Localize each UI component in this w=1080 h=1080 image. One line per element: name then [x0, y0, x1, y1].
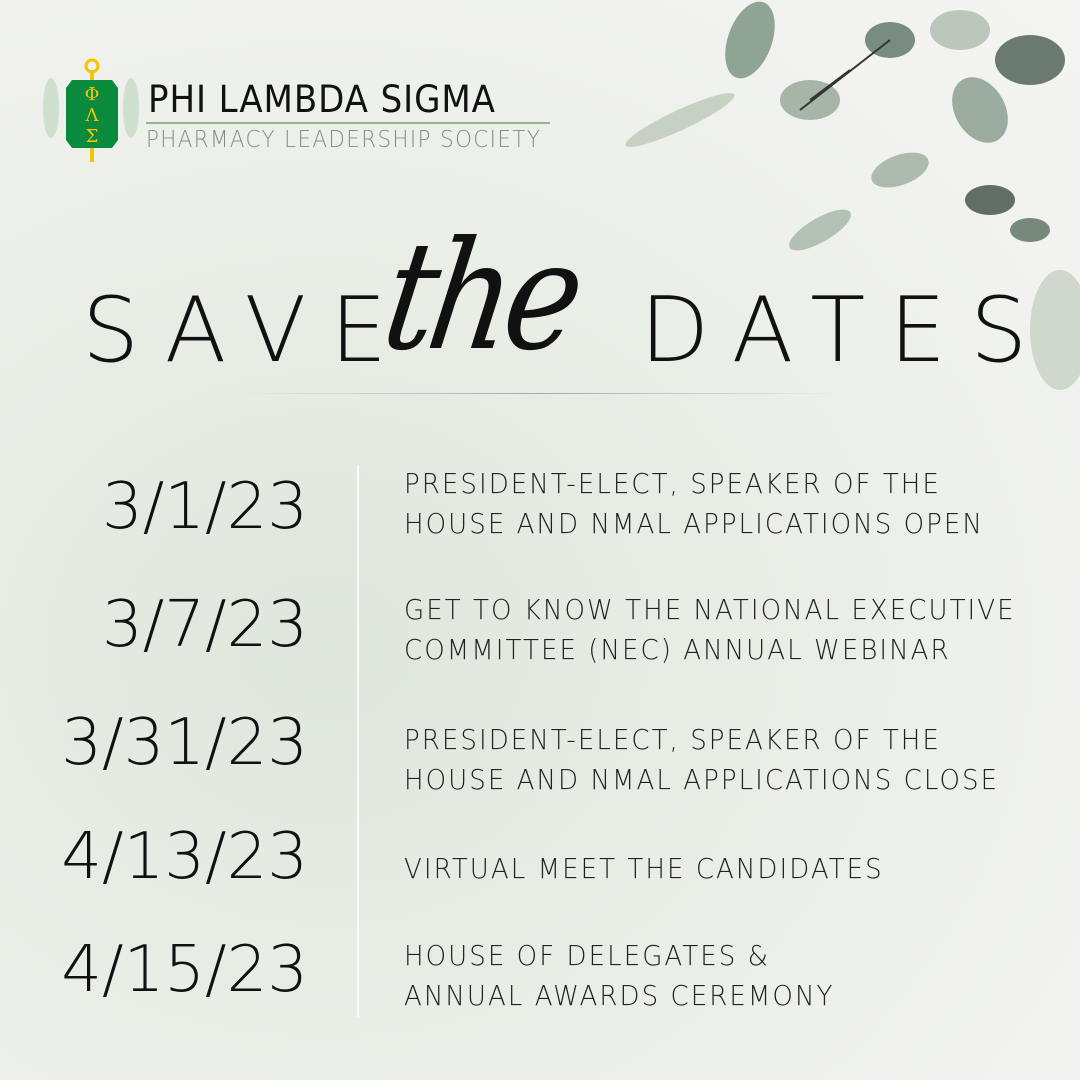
event-date: 4/13/23 [61, 820, 308, 894]
event-date: 3/31/23 [61, 706, 308, 780]
event-description [404, 849, 884, 889]
eucalyptus-leaves-decoration [560, 0, 1080, 480]
event-line: VIRTUAL MEET THE CANDIDATES [404, 852, 884, 885]
event-line: HOUSE OF DELEGATES & [404, 939, 770, 972]
heading-save: SAVE [82, 278, 412, 383]
svg-text:Λ: Λ [85, 105, 99, 126]
event-date: 4/15/23 [61, 933, 308, 1007]
organization-tagline: PHARMACY LEADERSHIP SOCIETY [146, 127, 542, 153]
svg-text:Σ: Σ [85, 126, 99, 147]
event-line: PRESIDENT-ELECT, SPEAKER OF THE [404, 467, 941, 500]
event-date: 3/7/23 [102, 588, 308, 662]
event-line: HOUSE AND NMAL APPLICATIONS OPEN [404, 507, 984, 540]
event-date: 3/1/23 [102, 470, 308, 544]
event-description [404, 590, 1016, 670]
logo-divider [146, 122, 550, 124]
heading-the-script: the [373, 210, 589, 384]
event-line: ANNUAL AWARDS CEREMONY [404, 979, 835, 1012]
organization-name: PHI LAMBDA SIGMA [148, 78, 496, 121]
heading-underline [240, 393, 840, 394]
event-line: COMMITTEE (NEC) ANNUAL WEBINAR [404, 633, 951, 666]
event-line: HOUSE AND NMAL APPLICATIONS CLOSE [404, 763, 1000, 796]
svg-text:Φ: Φ [84, 84, 100, 105]
phi-lambda-sigma-crest-logo [36, 58, 146, 163]
event-line: PRESIDENT-ELECT, SPEAKER OF THE [404, 723, 941, 756]
event-line: GET TO KNOW THE NATIONAL EXECUTIVE [404, 593, 1016, 626]
heading-dates: DATES [640, 278, 1052, 383]
event-description [404, 936, 834, 1016]
vertical-divider [357, 465, 359, 1017]
event-description [404, 720, 999, 800]
event-description [404, 464, 984, 544]
